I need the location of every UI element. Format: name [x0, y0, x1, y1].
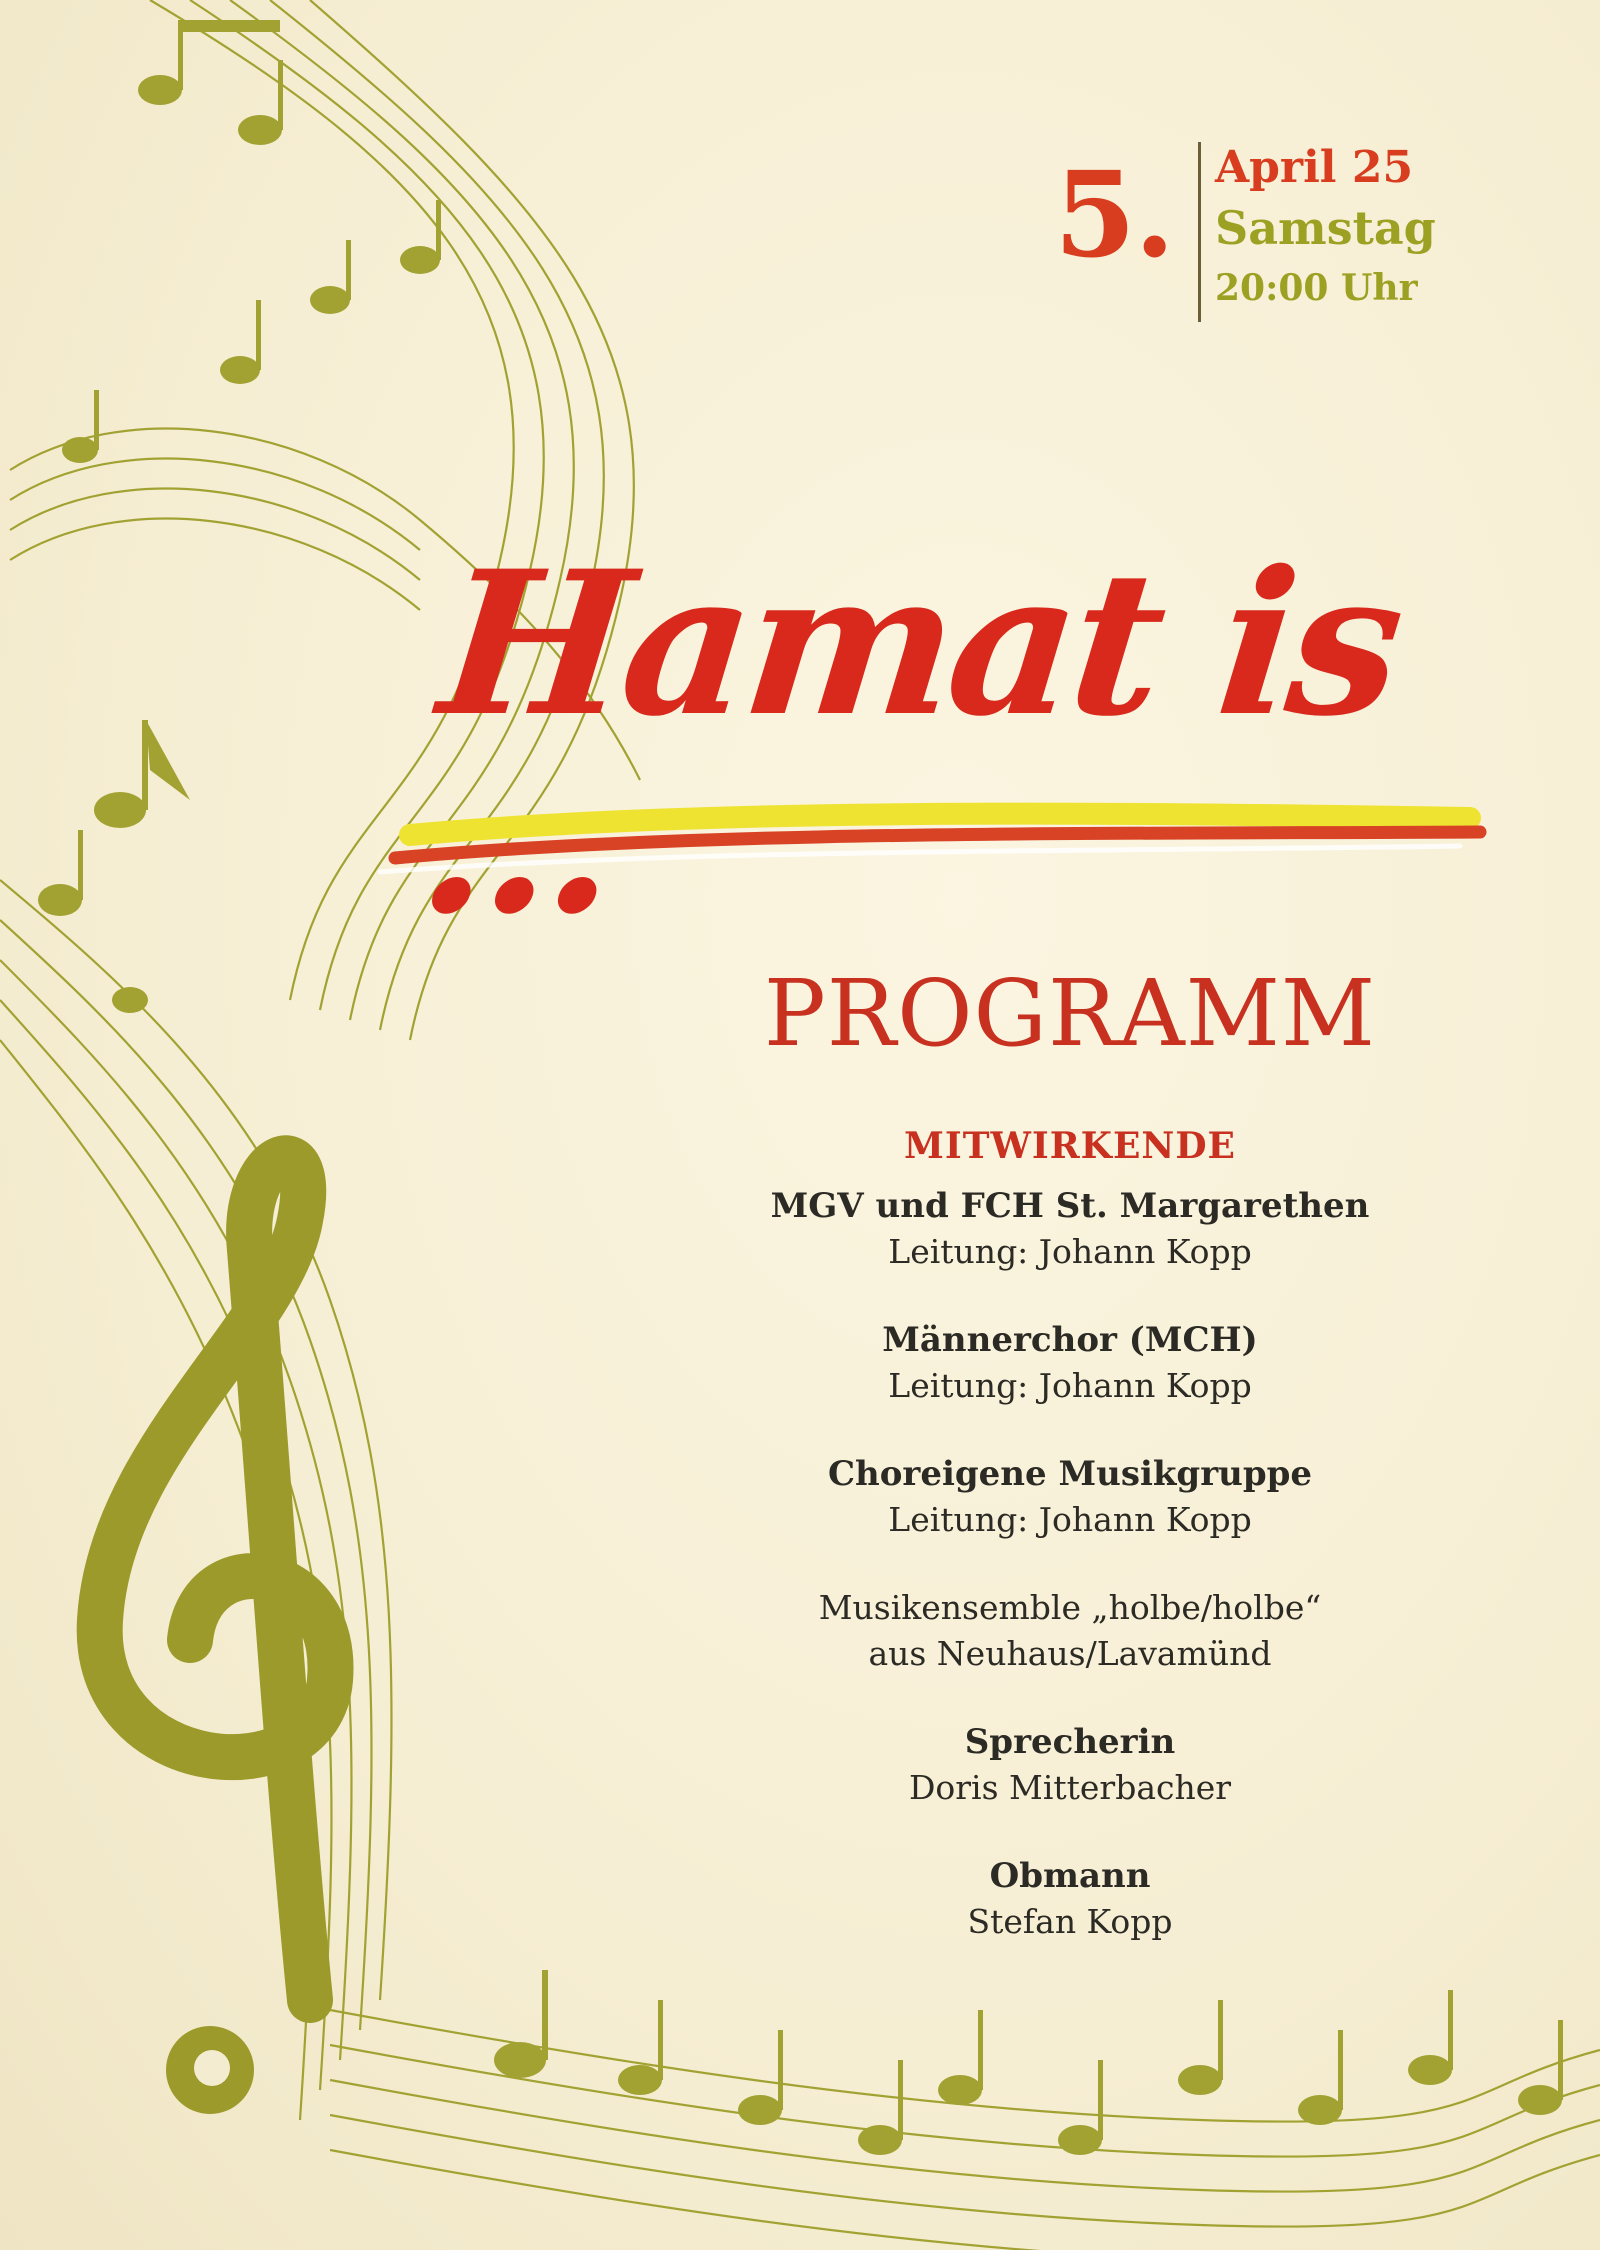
- event-month: April 25: [1215, 142, 1414, 193]
- event-time: 20:00 Uhr: [1215, 267, 1418, 309]
- credit-entry: [700, 1183, 1440, 1275]
- credit-detail: Leitung: Johann Kopp: [888, 1366, 1252, 1405]
- credit-detail: aus Neuhaus/Lavamünd: [868, 1634, 1272, 1673]
- credit-name: MGV und FCH St. Margarethen: [770, 1186, 1370, 1226]
- credit-name: Sprecherin: [964, 1722, 1176, 1762]
- event-details: [1215, 138, 1436, 318]
- credit-entry: [700, 1719, 1440, 1811]
- credit-entry: [700, 1853, 1440, 1945]
- date-divider: [1198, 142, 1201, 322]
- credit-entry: [700, 1451, 1440, 1543]
- credit-detail: Leitung: Johann Kopp: [888, 1232, 1252, 1271]
- credit-entry: [700, 1585, 1440, 1677]
- event-day: 5.: [1054, 145, 1174, 284]
- event-title: Hamat is ...: [410, 527, 1408, 958]
- credits-section: [700, 1125, 1440, 1987]
- credit-name: Männerchor (MCH): [882, 1320, 1258, 1360]
- treble-clef-icon: [100, 1158, 331, 2000]
- event-weekday: Samstag: [1215, 201, 1436, 255]
- event-date: [1040, 138, 1500, 328]
- credit-detail: Stefan Kopp: [967, 1902, 1173, 1941]
- credit-name: Choreigene Musikgruppe: [827, 1454, 1313, 1494]
- credit-name: Obmann: [989, 1856, 1151, 1896]
- program-heading: PROGRAMM: [763, 960, 1377, 1067]
- credit-name: Musikensemble „holbe/holbe“: [818, 1588, 1322, 1627]
- credit-detail: Leitung: Johann Kopp: [888, 1500, 1252, 1539]
- credit-detail: Doris Mitterbacher: [908, 1768, 1232, 1807]
- section-heading: MITWIRKENDE: [904, 1125, 1236, 1167]
- credit-entry: [700, 1317, 1440, 1409]
